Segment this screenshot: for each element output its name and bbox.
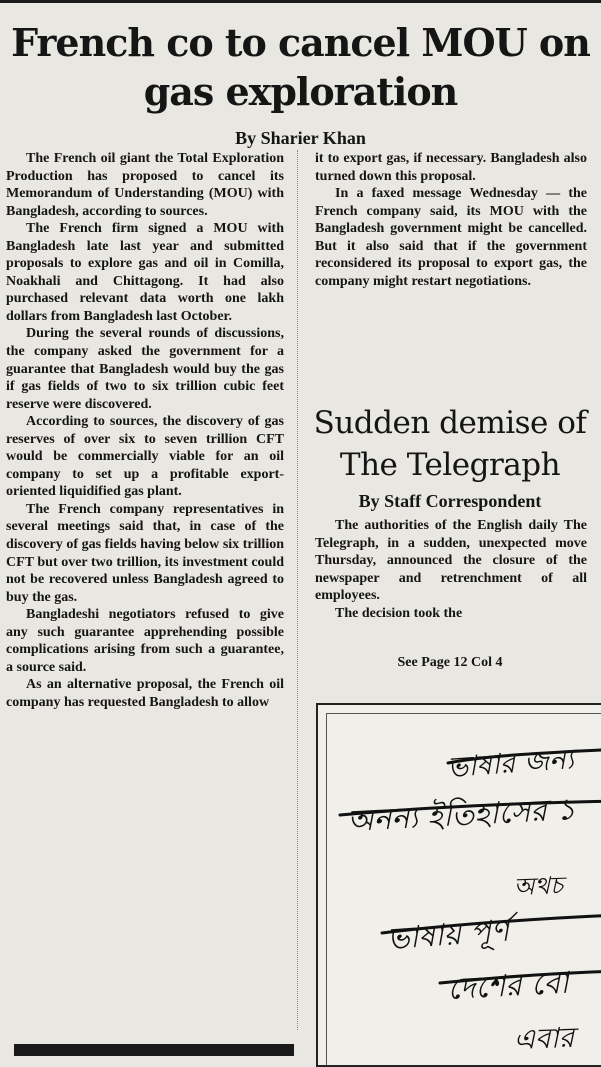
paragraph: The authorities of the English daily The Telegraph, in a sudden, unexpected move Thursday, announced the closure of the newspaper and retrenchment of all employees.: [315, 518, 587, 604]
paragraph: During the several rounds of discussions, the company asked the government for a guarantee that Bangladesh would buy the gas if gas fields of two to six trillion cubic feet reserve were discovered.: [6, 326, 284, 412]
ad-line-5: দেশের বো: [446, 965, 570, 1007]
paragraph: Bangladeshi negotiators refused to give any such guarantee apprehending possible complications arising from such a guarantee, a source said.: [6, 607, 284, 675]
column-divider: [297, 150, 298, 1030]
paragraph: The French oil giant the Total Exploration Production has proposed to cancel its Memorandum of Understanding (MOU) with Bangladesh, according to sources.: [6, 151, 284, 219]
article-column-right: [315, 150, 587, 290]
paragraph: The French firm signed a MOU with Bangladesh late last year and submitted proposals to explore gas and oil in Comilla, Noakhali and Chittagong. It had also purchased relevant data worth one lakh dollars from Bangladesh last October.: [6, 221, 284, 324]
main-headline: [0, 18, 601, 116]
ad-line-6: এবার: [513, 1020, 575, 1056]
second-article-body: [315, 517, 587, 622]
main-headline-text: French co to cancel MOU on gas exploration: [11, 20, 590, 114]
article-column-left: [6, 150, 284, 712]
paragraph: The French company representatives in several meetings said that, in case of the discovery of gas fields having below six trillion CFT but over two trillion, its investment could not be recovered unless Bangladesh agreed to buy the gas.: [6, 501, 284, 605]
bengali-calligraphy-ad: [316, 703, 601, 1067]
second-headline: Sudden demise of The Telegraph: [313, 405, 587, 483]
continued-jump-line: See Page 12 Col 4: [397, 655, 503, 670]
calligraphy-artwork: [318, 705, 601, 1065]
ad-line-3: অথচ: [513, 871, 564, 901]
ad-line-1: ভাষার জন্য: [446, 742, 575, 784]
second-byline: By Staff Correspondent: [358, 491, 542, 511]
paragraph-continued: it to export gas, if necessary. Bangladesh also turned down this proposal.: [315, 151, 587, 184]
top-rule: [0, 0, 601, 3]
main-byline: By Sharier Khan: [235, 128, 366, 148]
paragraph: The decision took the: [335, 605, 463, 621]
paragraph: In a faxed message Wednesday — the French company said, its MOU with the Bangladesh government might be cancelled. But it also said that if the government reconsidered its proposal to export gas, the company might restart negotiations.: [315, 186, 587, 289]
next-headline-cutoff: [14, 1044, 294, 1056]
paragraph: As an alternative proposal, the French oil company has requested Bangladesh to allow: [6, 677, 284, 710]
paragraph: According to sources, the discovery of gas reserves of over six to seven trillion CFT would be commercially viable for an oil company to set up a profitable export-oriented liquidified gas plant.: [6, 414, 284, 500]
ad-line-4: ভাষায় পূর্ণ: [386, 913, 511, 957]
ad-line-2: অনন্য ইতিহাসের ১: [346, 792, 577, 839]
